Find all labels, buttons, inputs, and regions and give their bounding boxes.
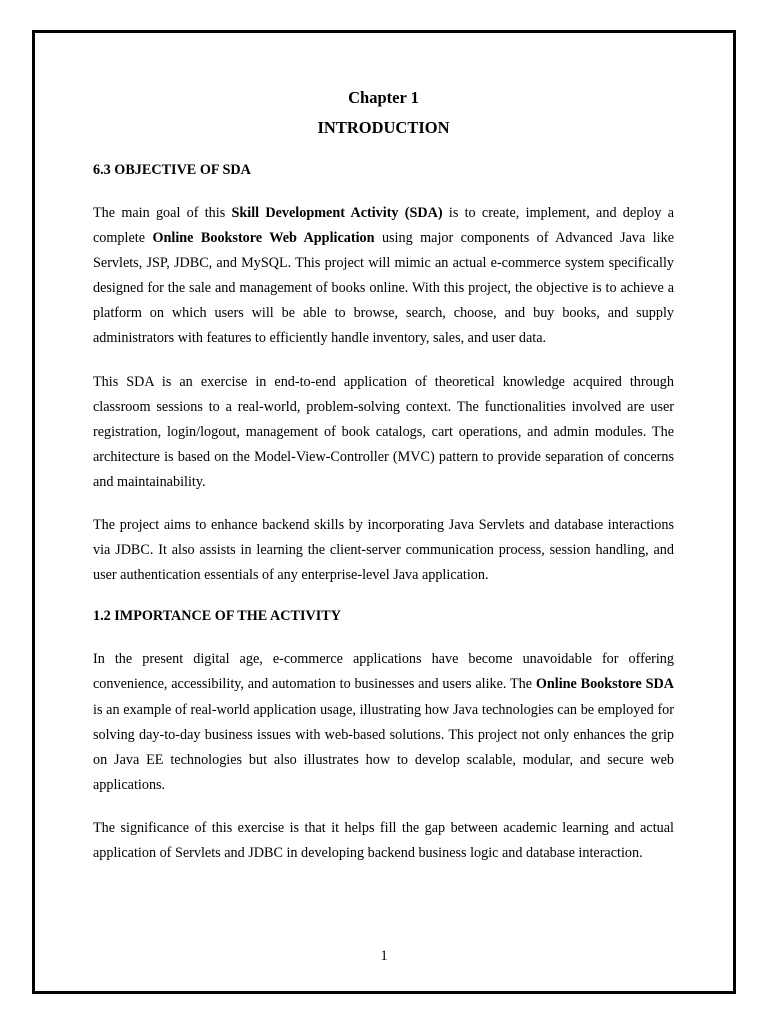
- paragraph-objective-3: [93, 513, 674, 588]
- document-body: [93, 84, 674, 866]
- bold-text-run: Online Bookstore Web Application: [152, 230, 375, 247]
- text-run: In the present digital age, e-commerce applications have become unavoidable for offering convenience, accessibility, and automation to businesses and users alike. The: [93, 651, 674, 693]
- text-run: using major components of Advanced Java like Servlets, JSP, JDBC, and MySQL. This project will mimic an actual e-commerce system specifically designed for the sale and management of books online. With this project, the objective is to achieve a platform on which users will be able to browse, search, choose, and buy books, and supply administrators with features to efficiently handle inventory, sales, and user data.: [93, 230, 675, 347]
- paragraph-importance-2: [93, 816, 674, 866]
- text-run: The main goal of this: [93, 205, 232, 221]
- chapter-label: Chapter 1: [348, 88, 419, 107]
- bold-text-run: Skill Development Activity (SDA): [231, 205, 443, 221]
- bold-text-run: Online Bookstore SDA: [535, 676, 674, 693]
- text-run: This SDA is an exercise in end-to-end application of theoretical knowledge acquired through classroom sessions to a real-world, problem-solving context. The functionalities involved are user registration, login/logout, management of book catalogs, cart operations, and admin modules. The architecture is based on the Model-View-Controller (MVC) pattern to provide separation of concerns and maintainability.: [93, 373, 674, 490]
- text-run: is to create, implement, and deploy a complete: [93, 205, 674, 247]
- section-heading-importance: 1.2 IMPORTANCE OF THE ACTIVITY: [93, 608, 341, 625]
- page-number: 1: [380, 948, 388, 964]
- text-run: The project aims to enhance backend skills by incorporating Java Servlets and database interactions via JDBC. It also assists in learning the client-server communication process, session handling, and user authentication essentials of any enterprise-level Java application.: [93, 517, 674, 584]
- text-run: is an example of real-world application usage, illustrating how Java technologies can be employed for solving day-to-day business issues with web-based solutions. This project not only enhances the grip on Java EE technologies but also illustrates how to develop scalable, modular, and secure web applications.: [93, 701, 674, 793]
- section-heading-objective: 6.3 OBJECTIVE OF SDA: [93, 162, 251, 178]
- text-run: The significance of this exercise is that it helps fill the gap between academic learning and actual application of Servlets and JDBC in developing backend business logic and database interaction.: [93, 819, 674, 861]
- chapter-title: INTRODUCTION: [317, 118, 450, 137]
- paragraph-objective-1: [93, 201, 674, 352]
- paragraph-objective-2: [93, 370, 674, 495]
- paragraph-importance-1: [93, 647, 674, 798]
